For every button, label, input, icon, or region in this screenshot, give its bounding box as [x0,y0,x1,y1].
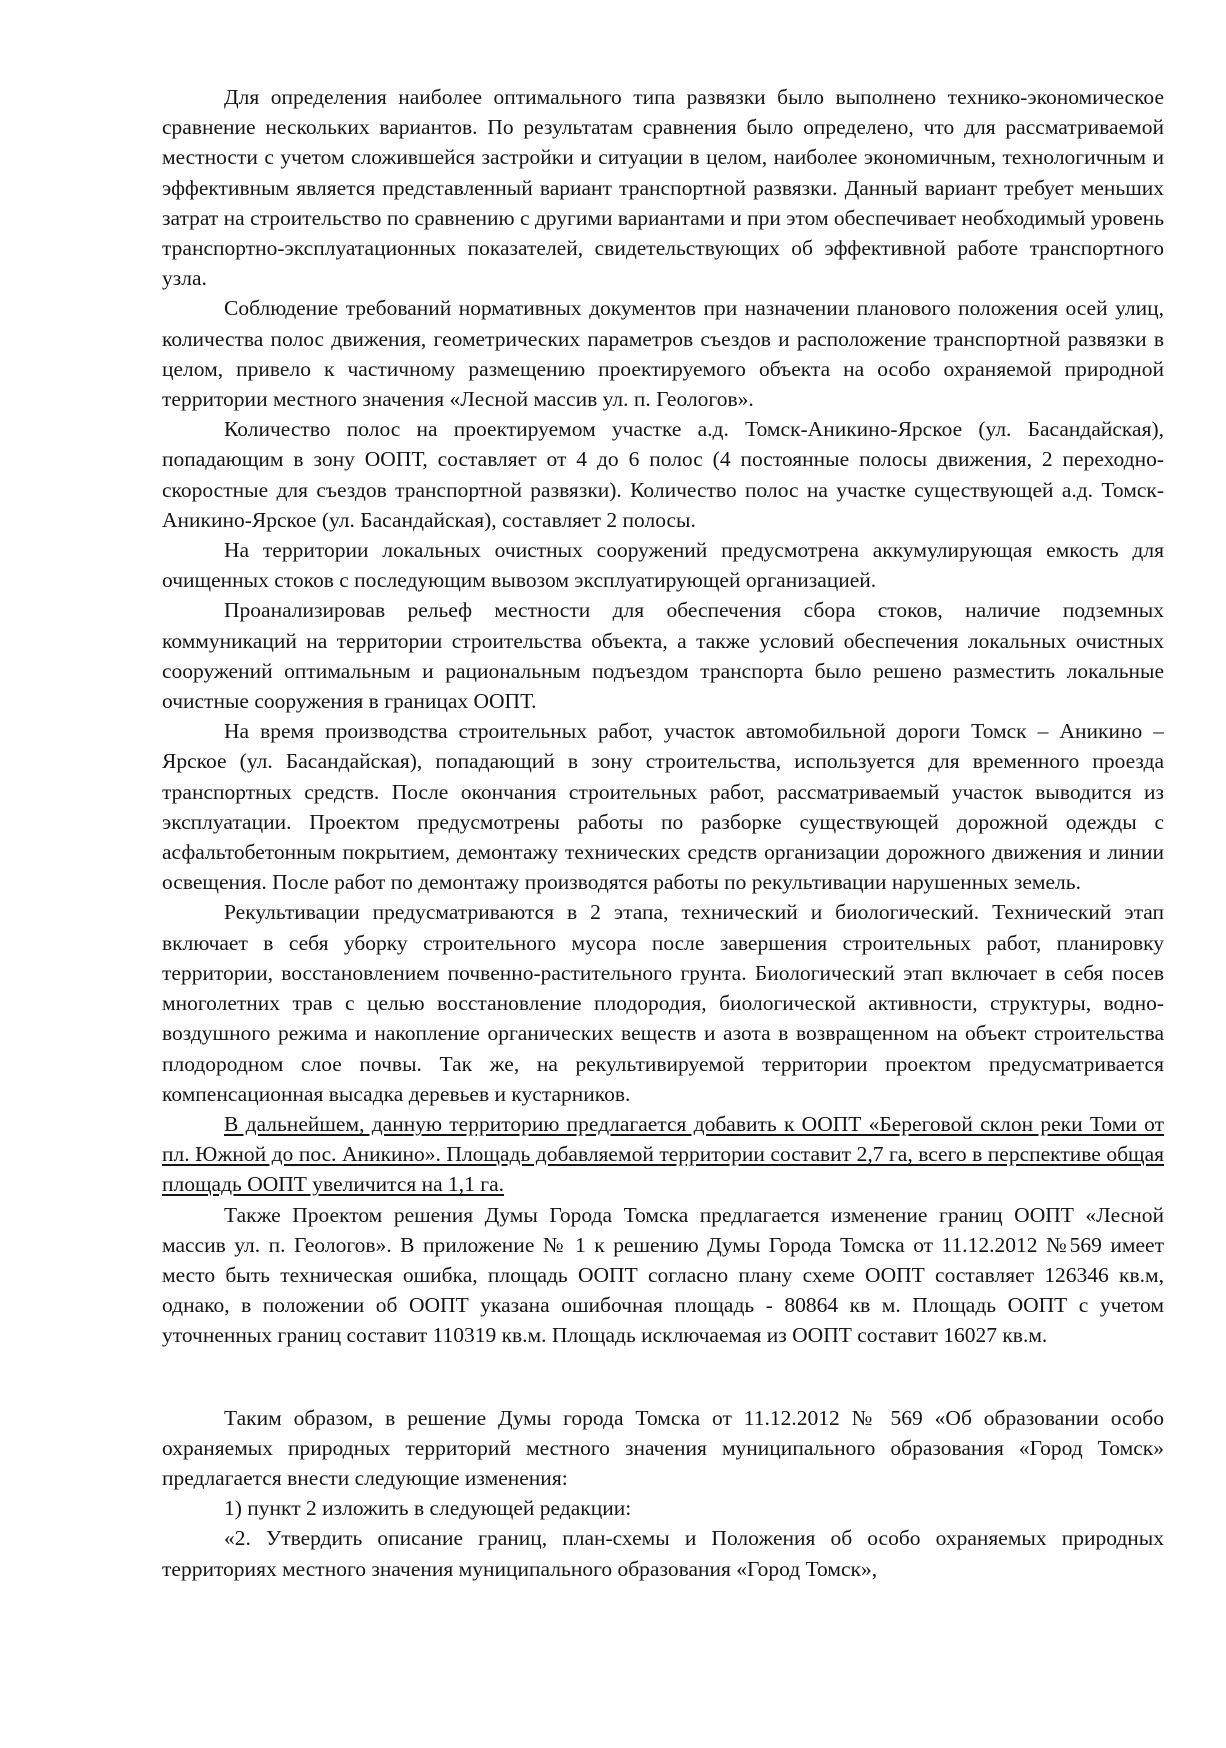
paragraph-regulatory-requirements: Соблюдение требований нормативных документов при назначении планового положения осей улиц, количества полос движения, геометрических параметров съездов и расположение транспортной развязки в целом, привело к частичному размещению проектируемого объекта на особо охраняемой природной территории местного значения «Лесной массив ул. п. Геологов». [162,296,1164,412]
paragraph-item-2-text: «2. Утвердить описание границ, план-схемы и Положения об особо охраняемых природных территориях местного значения муниципального образования «Город Томск», [162,1526,1164,1581]
paragraph-treatment-facilities: Проанализировав рельеф местности для обеспечения сбора стоков, наличие подземных коммуникаций на территории строительства объекта, а также условий обеспечения локальных очистных сооружений оптимальным и рациональным подъездом транспорта было решено разместить локальные очистные сооружения в границах ООПТ. [162,598,1164,714]
paragraph-construction-period: На время производства строительных работ, участок автомобильной дороги Томск – Аникино – Ярское (ул. Басандайская), попадающий в зону строительства, используется для временного проезда транспортных средств. После окончания строительных работ, рассматриваемый участок выводится из эксплуатации. Проектом предусмотрены работы по разборке существующей дорожной одежды с асфальтобетонным покрытием, демонтажу технических средств организации дорожного движения и линии освещения. После работ по демонтажу производятся работы по рекультивации нарушенных земель. [162,719,1164,895]
section-spacer [162,1351,1164,1403]
paragraph-boundary-change: Также Проектом решения Думы Города Томска предлагается изменение границ ООПТ «Лесной массив ул. п. Геологов». В приложение № 1 к решению Думы Города Томска от 11.12.2012 №569 имеет место быть техническая ошибка, площадь ООПТ согласно плану схеме ООПТ составляет 126346 кв.м, однако, в положении об ООПТ указана ошибочная площадь - 80864 кв м. Площадь ООПТ с учетом уточненных границ составит 110319 кв.м. Площадь исключаемая из ООПТ составит 16027 кв.м. [162,1202,1164,1348]
paragraph-storage-tank: На территории локальных очистных сооружений предусмотрена аккумулирующая емкость для очищенных стоков с последующим вывозом эксплуатирующей организацией. [162,538,1164,593]
paragraph-territory-addition: В дальнейшем, данную территорию предлагается добавить к ООПТ «Береговой склон реки Томи от пл. Южной до пос. Аникино». Площадь добавляемой территории составит 2,7 га, всего в перспективе общая площадь ООПТ увеличится на 1,1 га. [162,1111,1164,1197]
paragraph-lane-count: Количество полос на проектируемом участке а.д. Томск-Аникино-Ярское (ул. Басандайская), попадающим в зону ООПТ, составляет от 4 до 6 полос (4 постоянные полосы движения, 2 переходно-скоростные для съездов транспортной развязки). Количество полос на участке существующей а.д. Томск-Аникино-Ярское (ул. Басандайская), составляет 2 полосы. [162,417,1164,532]
paragraph-decision-amendments: Таким образом, в решение Думы города Томска от 11.12.2012 № 569 «Об образовании особо охраняемых природных территорий местного значения муниципального образования «Город Томск» предлагается внести следующие изменения: [162,1405,1164,1490]
paragraph-recultivation: Рекультивации предусматриваются в 2 этапа, технический и биологический. Технический этап включает в себя уборку строительного мусора после завершения строительных работ, планировку территории, восстановлением почвенно-растительного грунта. Биологический этап включает в себя посев многолетних трав с целью восстановление плодородия, биологической активности, структуры, водно-воздушного режима и накопление органических веществ и азота в возвращенном на объект строительства плодородном слое почвы. Так же, на рекультивируемой территории проектом предусматривается компенсационная высадка деревьев и кустарников. [162,900,1164,1106]
paragraph-interchange-comparison: Для определения наиболее оптимального типа развязки было выполнено технико-экономическое сравнение нескольких вариантов. По результатам сравнения было определено, что для рассматриваемой местности с учетом сложившейся застройки и ситуации в целом, наиболее экономичным, технологичным и эффективным является представленный вариант транспортной развязки. Данный вариант требует меньших затрат на строительство по сравнению с другими вариантами и при этом обеспечивает необходимый уровень транспортно-эксплуатационных показателей, свидетельствующих об эффективной работе транспортного узла. [162,85,1164,291]
paragraph-item-1: 1) пункт 2 изложить в следующей редакции: [224,1496,632,1521]
